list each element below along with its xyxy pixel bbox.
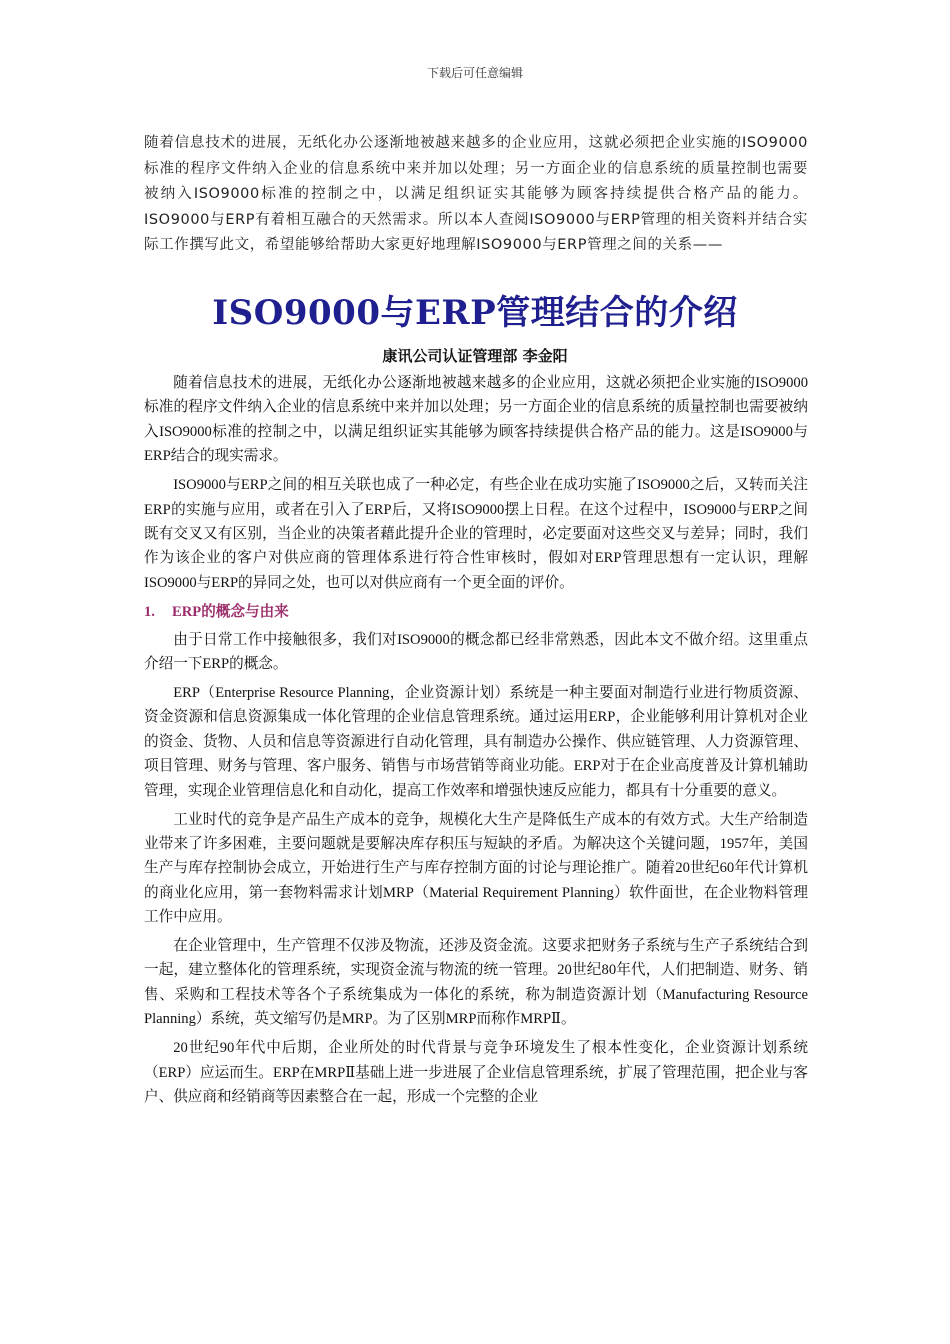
document-body (144, 371, 808, 1114)
body-paragraph: 工业时代的竞争是产品生产成本的竞争，规模化大生产是降低生产成本的有效方式。大生产给制造业带来了许多困难，主要问题就是要解决库存积压与短缺的矛盾。为解决这个关键问题，1957年，美国生产与库存控制协会成立，开始进行生产与库存控制方面的讨论与理论推广。随着20世纪60年代计算机的商业化应用，第一套物料需求计划MRP（Material Requirement Planning）软件面世，在企业物料管理工作中应用。 (144, 811, 808, 926)
body-paragraph: 随着信息技术的进展，无纸化办公逐渐地被越来越多的企业应用，这就必须把企业实施的ISO9000标准的程序文件纳入企业的信息系统中来并加以处理；另一方面企业的信息系统的质量控制也需要被纳入ISO9000标准的控制之中，以满足组织证实其能够为顾客持续提供合格产品的能力。这是ISO9000与ERP结合的现实需求。 (144, 375, 808, 465)
body-paragraph: ISO9000与ERP之间的相互关联也成了一种必定，有些企业在成功实施了ISO9000之后，又转而关注ERP的实施与应用，或者在引入了ERP后，又将ISO9000摆上日程。在这个过程中，ISO9000与ERP之间既有交叉又有区别，当企业的决策者藉此提升企业的管理时，必定要面对这些交叉与差异；同时，我们作为该企业的客户对供应商的管理体系进行符合性审核时，假如对ERP管理思想有一定认识，理解ISO9000与ERP的异同之处，也可以对供应商有一个更全面的评价。 (144, 477, 808, 591)
header-note: 下载后可任意编辑 (426, 66, 523, 80)
section-title: ERP的概念与由来 (172, 603, 289, 620)
body-paragraph: ERP（Enterprise Resource Planning，企业资源计划）系统是一种主要面对制造行业进行物质资源、资金资源和信息资源集成一体化管理的企业信息管理系统。通过运用ERP，企业能够利用计算机对企业的资金、货物、人员和信息等资源进行自动化管理，具有制造办公操作、供应链管理、人力资源管理、项目管理、财务与管理、客户服务、销售与市场营销等商业功能。ERP对于在企业高度普及计算机辅助管理，实现企业管理信息化和自动化，提高工作效率和增强快速反应能力，都具有十分重要的意义。 (144, 684, 808, 799)
author-line: 康讯公司认证管理部 李金阳 (382, 347, 568, 365)
document-title: ISO9000与ERP管理结合的介绍 (212, 293, 738, 333)
intro-paragraph: 随着信息技术的进展，无纸化办公逐渐地被越来越多的企业应用，这就必须把企业实施的ISO9000标准的程序文件纳入企业的信息系统中来并加以处理；另一方面企业的信息系统的质量控制也需要被纳入ISO9000标准的控制之中，以满足组织证实其能够为顾客持续提供合格产品的能力。ISO9000与ERP有着相互融合的天然需求。所以本人查阅ISO9000与ERP管理的相关资料并结合实际工作撰写此文，希望能够给帮助大家更好地理解ISO9000与ERP管理之间的关系—— (144, 135, 808, 254)
body-paragraph: 20世纪90年代中后期，企业所处的时代背景与竞争环境发生了根本性变化，企业资源计划系统（ERP）应运而生。ERP在MRPⅡ基础上进一步进展了企业信息管理系统，扩展了管理范围，把企业与客户、供应商和经销商等因素整合在一起，形成一个完整的企业 (144, 1040, 808, 1105)
body-paragraph: 由于日常工作中接触很多，我们对ISO9000的概念都已经非常熟悉，因此本文不做介绍。这里重点介绍一下ERP的概念。 (144, 631, 808, 673)
section-number: 1. (144, 603, 155, 620)
body-paragraph: 在企业管理中，生产管理不仅涉及物流，还涉及资金流。这要求把财务子系统与生产子系统结合到一起，建立整体化的管理系统，实现资金流与物流的统一管理。20世纪80年代，人们把制造、财务、销售、采购和工程技术等各个子系统集成为一体化的系统，称为制造资源计划（Manufacturing Resource Planning）系统，英文缩写仍是MRP。为了区别MRP而称作MRPⅡ。 (144, 938, 808, 1028)
section-heading (144, 600, 808, 624)
